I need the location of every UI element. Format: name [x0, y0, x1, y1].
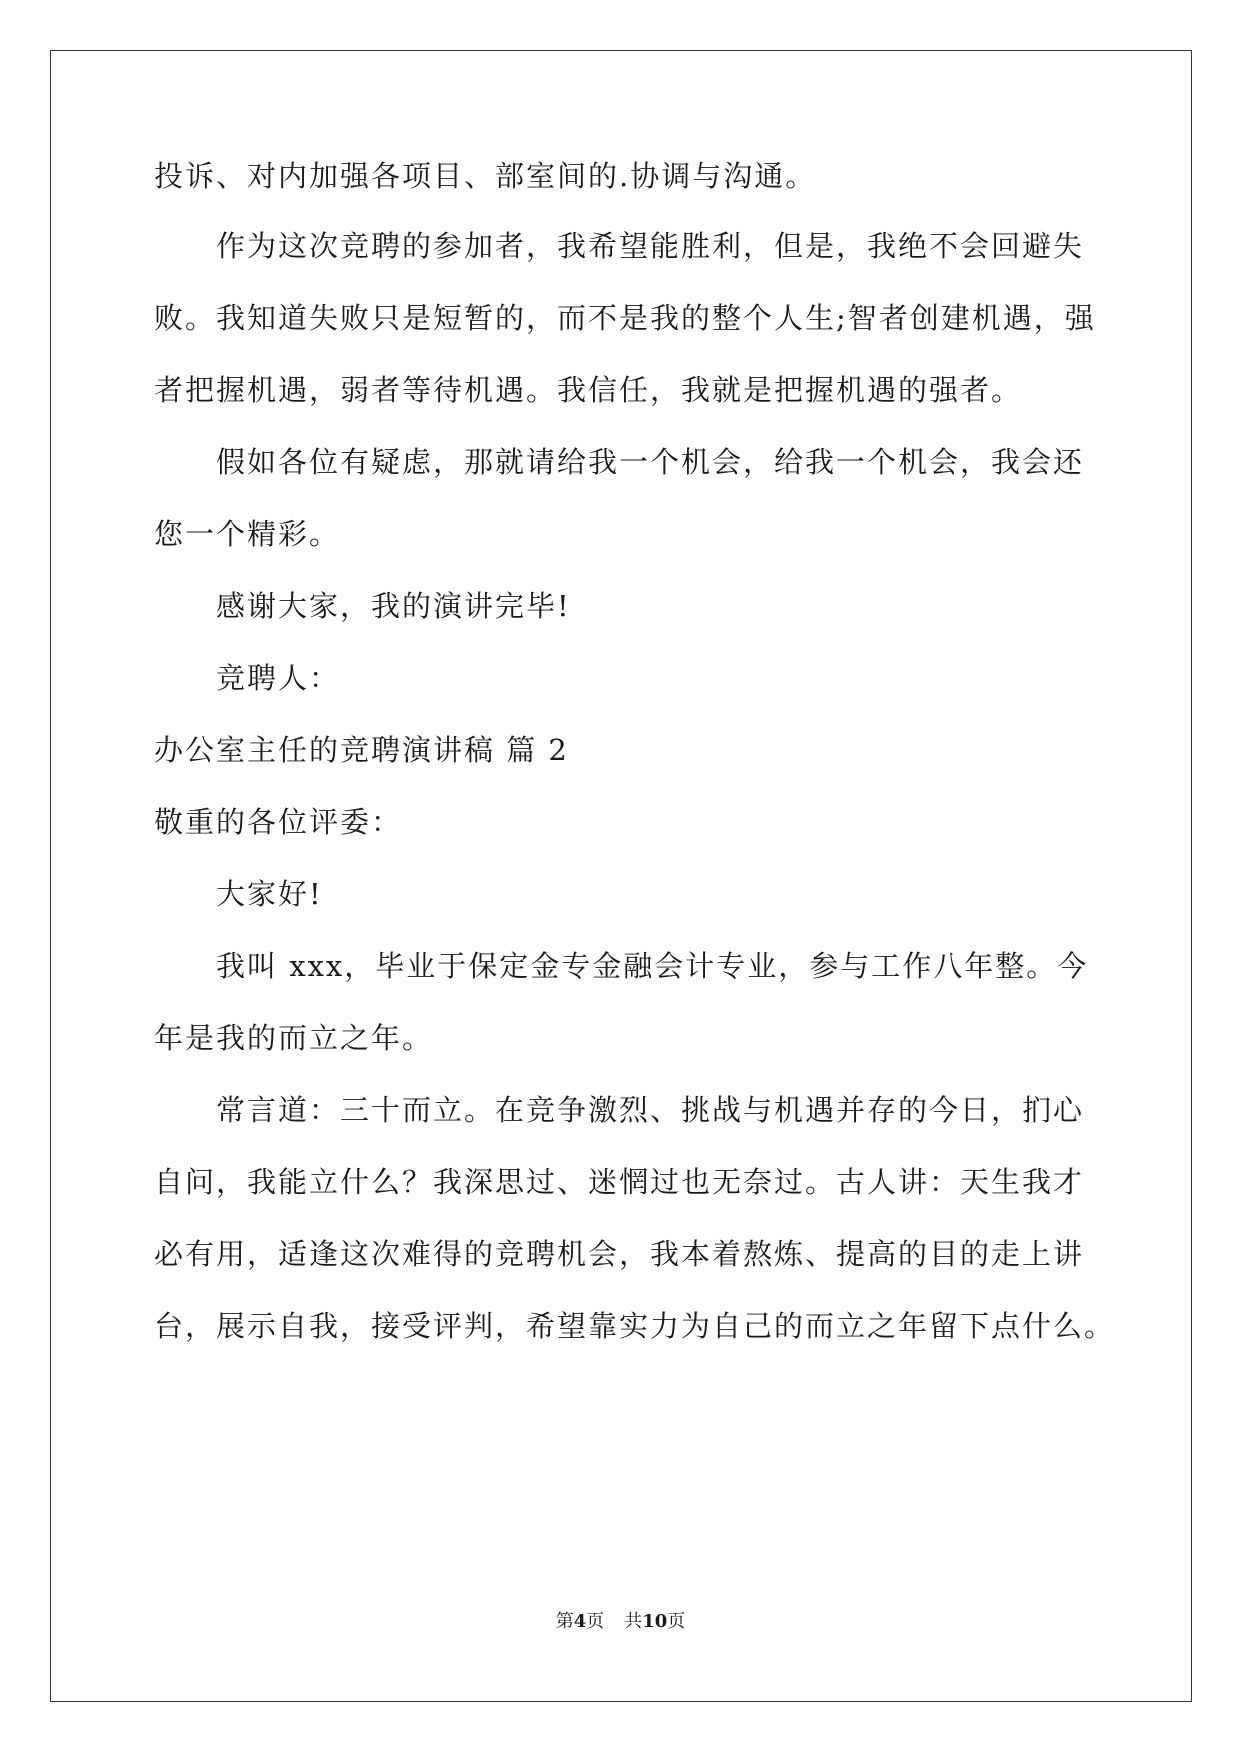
text-line: 投诉、对内加强各项目、部室间的.协调与沟通。 [154, 159, 817, 193]
text-line: 败。我知道失败只是短暂的，而不是我的整个人生;智者创建机遇，强 [154, 301, 1096, 335]
text-line: 竞聘人： [216, 661, 341, 695]
text-line: 自问，我能立什么？我深思过、迷惘过也无奈过。古人讲：天生我才 [154, 1165, 1085, 1199]
current-page-number: 4 [573, 1611, 587, 1632]
section-heading: 办公室主任的竞聘演讲稿 篇 2 [154, 733, 569, 767]
total-pages-number: 10 [642, 1611, 668, 1632]
page-footer [0, 1610, 1241, 1634]
salutation: 敬重的各位评委： [154, 805, 403, 839]
footer-total-prefix: 共 [624, 1611, 643, 1632]
text-line: 台，展示自我，接受评判，希望靠实力为自己的而立之年留下点什么。 [154, 1309, 1116, 1343]
text-line: 假如各位有疑虑，那就请给我一个机会，给我一个机会，我会还 [216, 445, 1085, 479]
text-line: 大家好! [216, 877, 323, 911]
text-line: 年是我的而立之年。 [154, 1021, 434, 1055]
text-line: 作为这次竞聘的参加者，我希望能胜利，但是，我绝不会回避失 [216, 229, 1085, 263]
text-line: 感谢大家，我的演讲完毕! [216, 589, 571, 623]
text-line: 必有用，适逢这次难得的竞聘机会，我本着熬炼、提高的目的走上讲 [154, 1237, 1085, 1271]
footer-prefix: 第 [555, 1611, 574, 1632]
footer-total-suffix: 页 [667, 1611, 686, 1632]
text-line: 您一个精彩。 [154, 517, 341, 551]
footer-page-suffix: 页 [586, 1611, 605, 1632]
text-line: 常言道：三十而立。在竞争激烈、挑战与机遇并存的今日，扪心 [216, 1093, 1085, 1127]
text-line: 者把握机遇，弱者等待机遇。我信任，我就是把握机遇的强者。 [154, 373, 1023, 407]
text-line: 我叫 xxx，毕业于保定金专金融会计专业，参与工作八年整。今 [216, 949, 1089, 983]
